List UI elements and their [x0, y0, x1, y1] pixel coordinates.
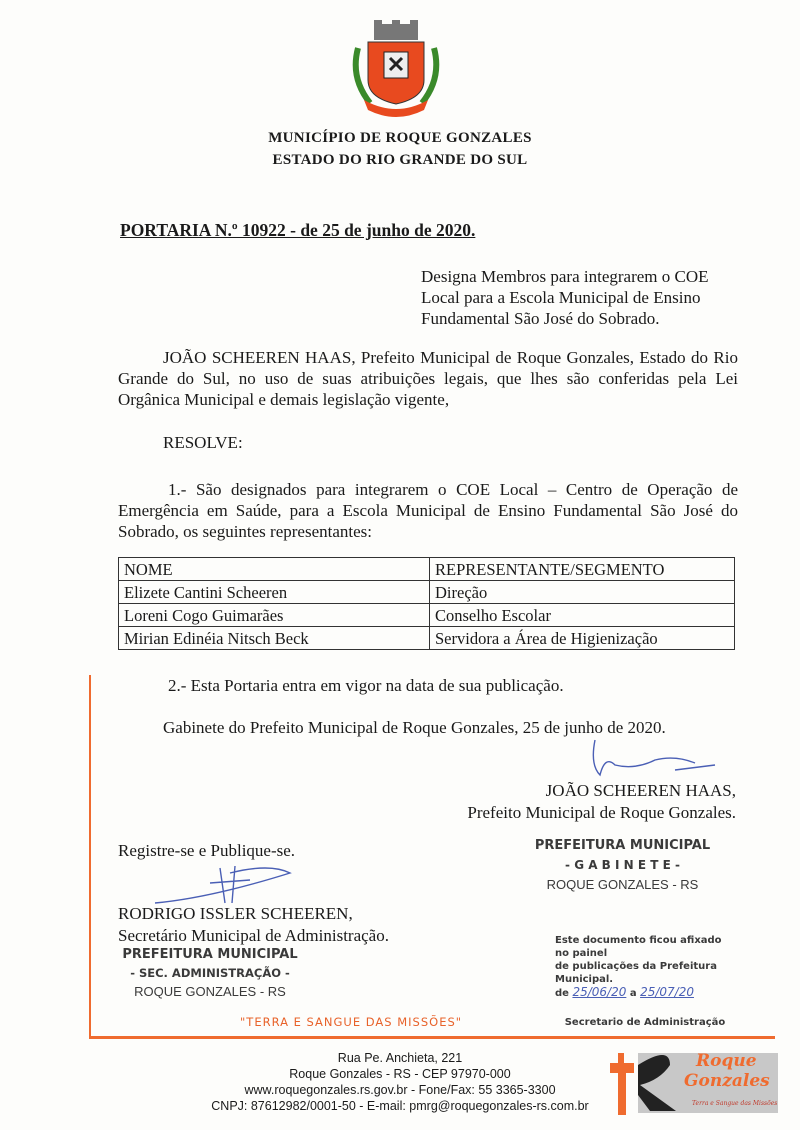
- stamp-date-to: 25/07/20: [640, 985, 694, 999]
- municipality-name: MUNICÍPIO DE ROQUE GONZALES: [268, 130, 532, 146]
- stamp-line: - SEC. ADMINISTRAÇÃO -: [130, 966, 290, 980]
- table-header: REPRESENTANTE/SEGMENTO: [430, 558, 735, 581]
- article-1: 1.- São designados para integrarem o COE Local – Centro de Operação de Emergência em Saúde, para a Escola Municipal de Ensino Fundamental São José do Sobrado, os seguintes representantes:: [118, 480, 738, 541]
- table-row: [119, 604, 735, 627]
- table-cell: Servidora a Área de Higienização: [430, 627, 735, 650]
- accent-horizontal-line: [89, 1036, 775, 1039]
- footer-line: CNPJ: 87612982/0001-50 - E-mail: pmrg@roquegonzales-rs.com.br: [211, 1099, 589, 1113]
- secretary-name: RODRIGO ISSLER SCHEEREN,: [118, 904, 353, 923]
- secretary-signature: [150, 858, 300, 908]
- stamp-line: ROQUE GONZALES - RS: [134, 984, 286, 999]
- state-name: ESTADO DO RIO GRANDE DO SUL: [272, 152, 528, 168]
- mayor-name: JOÃO SCHEEREN HAAS,: [545, 781, 736, 800]
- stamp-line: de publicações da Prefeitura Municipal.: [555, 961, 717, 985]
- stamp-line: Este documento ficou afixado no painel: [555, 935, 722, 959]
- closing-line: Gabinete do Prefeito Municipal de Roque Gonzales, 25 de junho de 2020.: [163, 718, 666, 737]
- stamp-line: - G A B I N E T E -: [565, 858, 680, 872]
- table-header-row: [119, 558, 735, 581]
- table-cell: Elizete Cantini Scheeren: [119, 581, 430, 604]
- document-title: PORTARIA N.º 10922 - de 25 de junho de 2020.: [120, 220, 476, 240]
- members-table: [118, 557, 735, 650]
- mayor-signature: [575, 735, 725, 785]
- stamp-label: de: [555, 988, 569, 999]
- footer-address: [130, 1050, 670, 1114]
- table-header: NOME: [119, 558, 430, 581]
- footer-line: Roque Gonzales - RS - CEP 97970-000: [289, 1067, 511, 1081]
- footer-line: Rua Pe. Anchieta, 221: [337, 1051, 463, 1065]
- logo-tagline: Terra e Sangue das Missões: [692, 1100, 778, 1107]
- municipal-crest-logo: [350, 18, 442, 118]
- table-cell: Direção: [430, 581, 735, 604]
- table-cell: Conselho Escolar: [430, 604, 735, 627]
- logo-text: Roque: [696, 1051, 757, 1071]
- stamp-line: Secretario de Administração: [564, 1017, 726, 1028]
- mayor-role: Prefeito Municipal de Roque Gonzales.: [467, 803, 736, 822]
- stamp-date-line: [555, 986, 735, 1000]
- footer-line: www.roquegonzales.rs.gov.br - Fone/Fax: 55 3365-3300: [244, 1083, 556, 1097]
- stamp-line: PREFEITURA MUNICIPAL: [534, 838, 711, 853]
- preamble: JOÃO SCHEEREN HAAS, Prefeito Municipal de Roque Gonzales, Estado do Rio Grande do Sul, no uso de suas atribuições legais, que lhes são conferidas pela Lei Orgânica Municipal e demais legislação vigente,: [118, 348, 738, 409]
- register-note: Registre-se e Publique-se.: [118, 841, 296, 860]
- stamp-label: a: [629, 988, 637, 999]
- table-row: [119, 581, 735, 604]
- table-cell: Mirian Edinéia Nitsch Beck: [119, 627, 430, 650]
- roque-gonzales-logo: [600, 1045, 780, 1117]
- stamp-line: ROQUE GONZALES - RS: [546, 877, 699, 892]
- table-row: [119, 627, 735, 650]
- cross-icon: [600, 1045, 680, 1117]
- table-cell: Loreni Cogo Guimarães: [119, 604, 430, 627]
- secretary-role: Secretário Municipal de Administração.: [118, 926, 389, 945]
- stamp-date-from: 25/06/20: [572, 985, 627, 999]
- motto: "TERRA E SANGUE DAS MISSÕES": [240, 1015, 463, 1029]
- stamp-sec-administracao: [120, 947, 300, 999]
- stamp-afixado: [555, 934, 735, 1029]
- document-summary: Designa Membros para integrarem o COE Local para a Escola Municipal de Ensino Fundamental São José do Sobrado.: [421, 267, 709, 328]
- logo-text: Gonzales: [684, 1071, 770, 1091]
- accent-vertical-line: [89, 675, 91, 1037]
- resolve-heading: RESOLVE:: [163, 433, 243, 452]
- article-2: 2.- Esta Portaria entra em vigor na data de sua publicação.: [168, 676, 564, 695]
- stamp-line: PREFEITURA MUNICIPAL: [122, 947, 298, 962]
- stamp-gabinete: [525, 838, 720, 892]
